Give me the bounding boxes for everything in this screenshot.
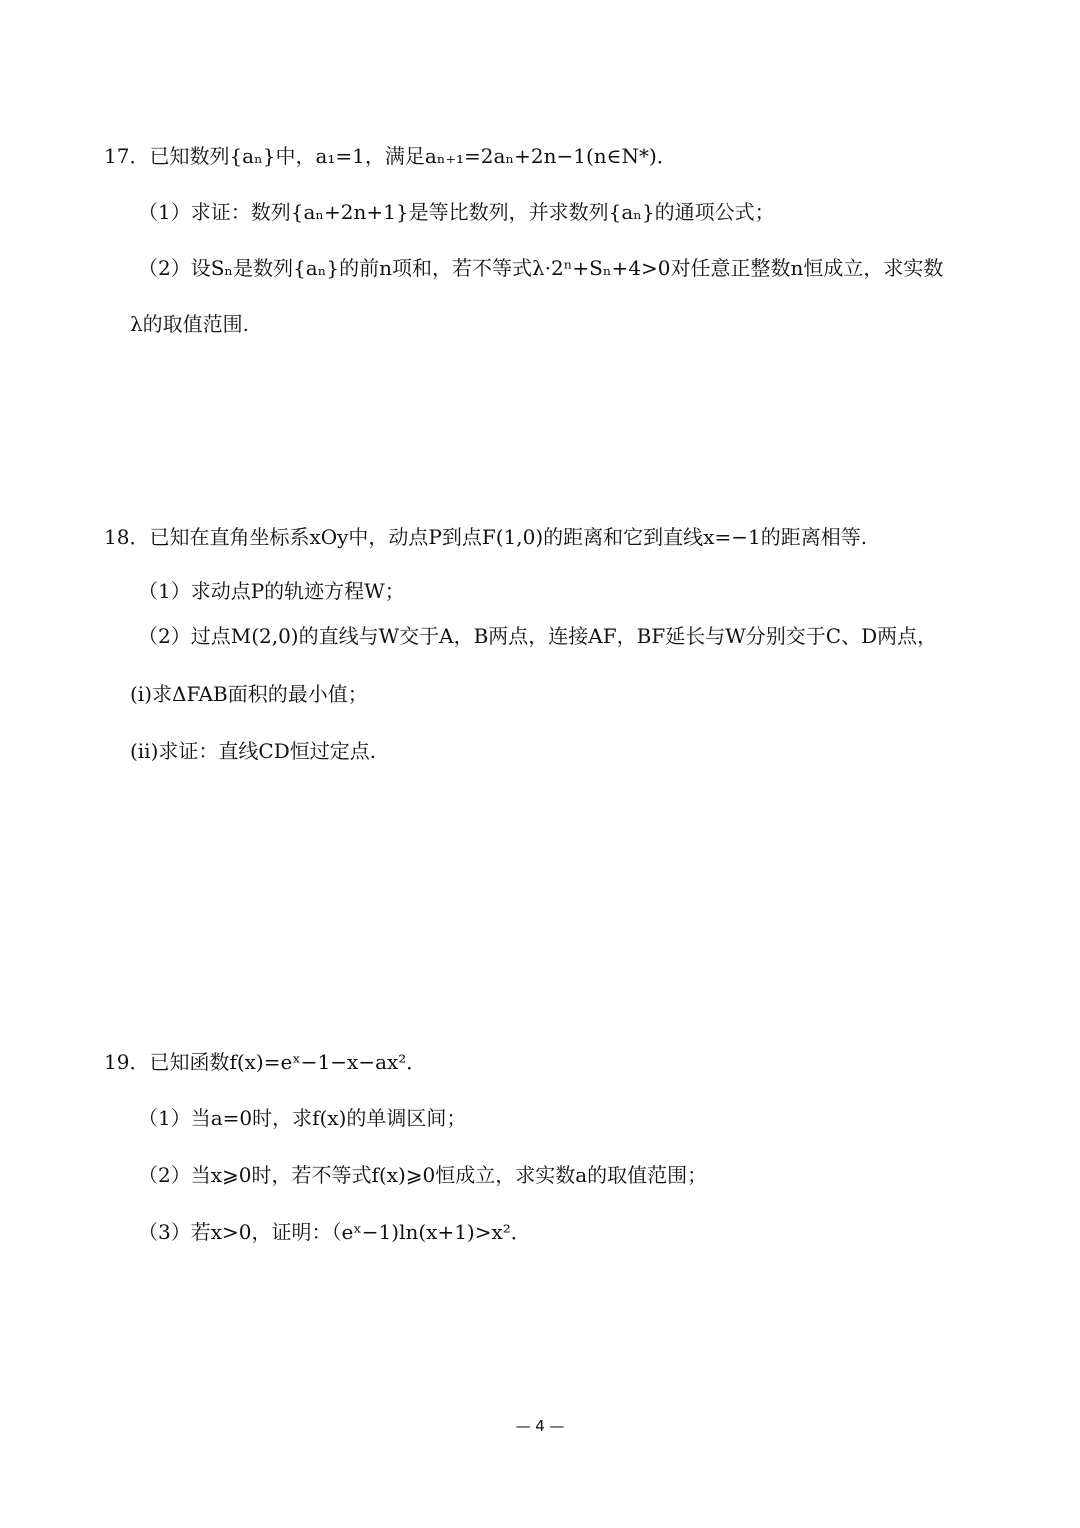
problem-18-part-2-ii: (ⅱ)求证：直线CD恒过定点. bbox=[130, 739, 377, 763]
problem-19-part-1: （1）当a=0时，求f(x)的单调区间； bbox=[138, 1106, 467, 1130]
problem-17-stem: 17．已知数列{aₙ}中，a₁=1，满足aₙ₊₁=2aₙ+2n−1(n∈N*)． bbox=[104, 144, 677, 168]
problem-18-part-2: （2）过点M(2,0)的直线与W交于A，B两点，连接AF，BF延长与W分别交于C、D两点， bbox=[138, 624, 938, 648]
problem-19-stem: 19．已知函数f(x)=eˣ−1−x−ax²． bbox=[104, 1050, 427, 1074]
page-number: — 4 — bbox=[515, 1417, 565, 1435]
problem-18-part-1: （1）求动点P的轨迹方程W； bbox=[138, 579, 405, 603]
problem-17-part-2-continued: λ的取值范围. bbox=[130, 312, 250, 336]
problem-17-part-1: （1）求证：数列{aₙ+2n+1}是等比数列，并求数列{aₙ}的通项公式； bbox=[138, 200, 775, 224]
problem-19-part-2: （2）当x⩾0时，若不等式f(x)⩾0恒成立，求实数a的取值范围； bbox=[138, 1163, 708, 1187]
problem-17-part-2: （2）设Sₙ是数列{aₙ}的前n项和，若不等式λ·2ⁿ+Sₙ+4>0对任意正整数n恒成立，求实数 bbox=[138, 256, 944, 280]
problem-18-stem: 18．已知在直角坐标系xOy中，动点P到点F(1,0)的距离和它到直线x=−1的距离相等. bbox=[104, 525, 868, 549]
problem-18-part-2-i: (ⅰ)求ΔFAB面积的最小值； bbox=[130, 682, 368, 706]
problem-19-part-3: （3）若x>0，证明：（eˣ−1)ln(x+1)>x²． bbox=[138, 1220, 531, 1244]
